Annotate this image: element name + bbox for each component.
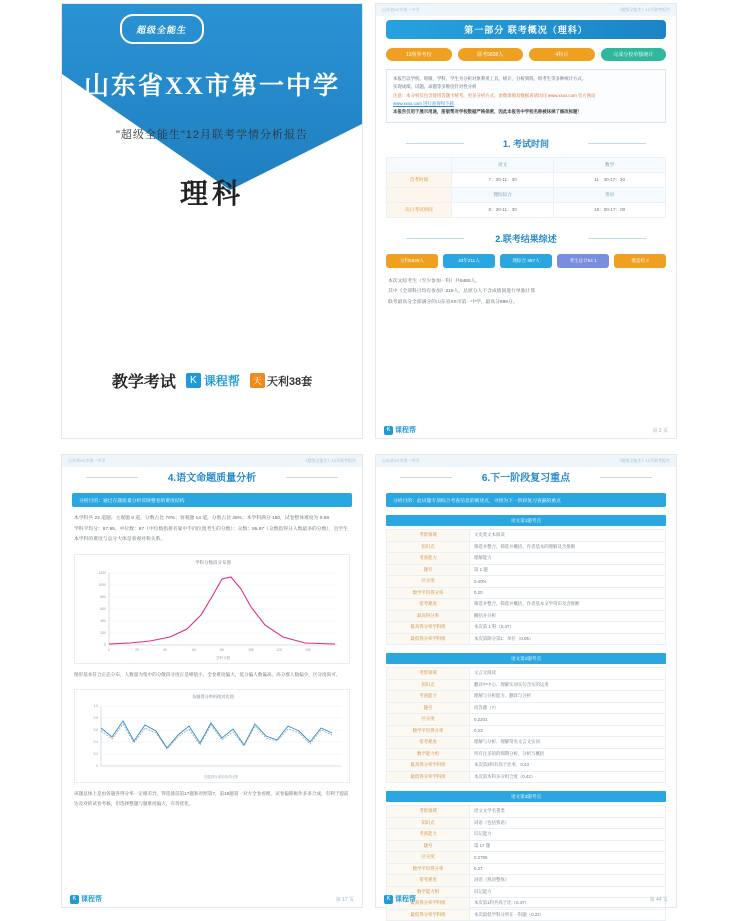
distribution-curve (109, 577, 335, 644)
table-row (387, 530, 666, 542)
svg-text:40: 40 (163, 647, 167, 652)
summary-pill-2: 理综合 357人 (500, 254, 552, 268)
kv-val: 语文文学名著类 (470, 806, 666, 818)
chart2-xlabel: 各题得分率折线对比图 (204, 775, 238, 780)
score-distribution-chart (74, 554, 350, 664)
quality-analysis-page (62, 455, 362, 907)
kv-key: 区分度 (387, 714, 470, 726)
kv-val: 0.40% (470, 576, 666, 588)
page4-footer (376, 891, 676, 907)
tianli-mark: 天 (250, 373, 265, 388)
kv-val: 0.23 (470, 725, 666, 737)
table-row (387, 875, 666, 887)
exam-row1-c1: 理综综合 (452, 187, 554, 202)
page3-header-right: 《超级全能生》12月联考报告 (303, 458, 356, 463)
kv-val: 所有注多的的细期分析、分析与概括 (470, 748, 666, 760)
kv-key: 最高得分率学科组 (387, 760, 470, 772)
kv-val: 第 1 题 (470, 564, 666, 576)
group-title-1: 语文第2题考点 (386, 653, 666, 664)
brand-jiaoxuekaoshi: 教学考试 (111, 374, 176, 391)
pill-students: 联考5838人 (458, 48, 524, 61)
overview-page (376, 4, 676, 438)
kv-val: 文史类文本阅读 (470, 530, 666, 542)
kv-val: 识记能力 (470, 886, 666, 898)
svg-text:0.2: 0.2 (93, 752, 98, 757)
kv-key: 考察领域 (387, 530, 470, 542)
table-row (387, 691, 666, 703)
note-line-2: 实现成绩、试题、命题等多维度针对性分析 (393, 84, 477, 90)
note-line-3: 注意：本分析仅包含使用答题卡统考，更多分析方式、参数请填及数据表请访问 www.xxxx.com 官方网站 (393, 92, 596, 98)
svg-text:1.0: 1.0 (93, 704, 98, 709)
svg-text:20: 20 (135, 647, 139, 652)
summary-paragraphs (388, 277, 664, 309)
table-row (387, 541, 666, 553)
overview-note (386, 69, 666, 123)
exam-row2-c2: 15：00-17：00 (554, 202, 666, 217)
kv-val: 理解能力 (470, 553, 666, 565)
kv-val: 筛选并整合、筛选并概括、作者基本文学常识及含推断 (470, 599, 666, 611)
table-row (387, 633, 666, 645)
page2-header-left: 山东省XX市第一中学 (382, 7, 420, 12)
page4-header (376, 455, 676, 467)
kv-key: 考察领域 (387, 668, 470, 680)
kv-key: 数学平均得分率 (387, 725, 470, 737)
exam-row2-key: 次日考试时间 (387, 202, 452, 217)
svg-text:100: 100 (248, 647, 254, 652)
table-row (387, 714, 666, 726)
page3-analysis (74, 514, 350, 546)
exam-row0-c1: 7：30-11：30 (452, 172, 554, 187)
summary-title: 2.联考结果综述 (376, 232, 676, 245)
summary-para-0: 本次文综考生（至少参加一科）共5465人。 (388, 278, 481, 284)
table-row (387, 157, 666, 172)
page3-purpose-bar: 分析目的：通过在题质量分析反映整卷的难度结构 (72, 493, 352, 507)
table-row (387, 202, 666, 217)
table-row (387, 760, 666, 772)
svg-text:0: 0 (104, 642, 106, 647)
page4-page-number: 第 44 页 (649, 896, 668, 903)
brand-kechengbang (186, 372, 240, 389)
kv-key: 知识点 (387, 817, 470, 829)
chart2-caption: 该题总体上是由各题各得分率一定相差异，得选排前第17题和对照第7，第18题第一对方全卷看理，试卷偏移极作多多合成，有利于提前达及对的试卷考核，但选择整题与题难度偏大，有待优化。 (74, 791, 349, 806)
page2-header-right: 《超级全能生》12月联考报告 (617, 7, 670, 12)
table-row (387, 679, 666, 691)
table-row (387, 806, 666, 818)
summary-pill-4: 覆盖校 2 (614, 254, 666, 268)
table-row (387, 748, 666, 760)
page2-page-number: 第 2 页 (652, 427, 668, 434)
kv-val: 理解与分析、理解常见文言文实词 (470, 737, 666, 749)
kv-key: 考察领域 (387, 806, 470, 818)
kv-key: 常考难度 (387, 599, 470, 611)
pill-schools: 13所参考校 (386, 48, 452, 61)
kv-key: 数学能力组 (387, 886, 470, 898)
series-school (101, 721, 332, 748)
kechengbang-label: 课程帮 (203, 374, 240, 388)
table-row (387, 187, 666, 202)
table-row (387, 863, 666, 875)
kv-key: 题号 (387, 702, 470, 714)
series-overall (101, 724, 332, 749)
group-title-0: 语文第1题考点 (386, 515, 666, 526)
brand-tianli (250, 373, 312, 389)
page4-section-title: 6.下一阶段复习重点 (376, 469, 676, 484)
chart2-title: 各题得分率折线对比图 (192, 694, 234, 700)
page4-header-right: 《超级全能生》12月联考报告 (617, 458, 670, 463)
table-row (387, 702, 666, 714)
kv-key: 区分度 (387, 576, 470, 588)
chart1-caption: 图形基本符合正态分布，人数量为集中的分散段分度正是峰值小，全卷难度偏大，低分偏人数偏高，高分群人数偏少，区分度尚可。 (74, 671, 341, 677)
tianli-label: 天利38套 (266, 375, 313, 388)
page3-header-left: 山东省XX市第一中学 (68, 458, 106, 463)
logo-text: 超级全能生 (136, 24, 188, 35)
page2-header (376, 4, 676, 16)
exam-col-chinese: 语文 (452, 157, 554, 172)
page3-footer (62, 891, 362, 907)
table-row (387, 610, 666, 622)
kv-val: 本次第2科有高于比率，0.43 (470, 760, 666, 772)
table-row (387, 172, 666, 187)
kv-val: 概括并分析 (470, 610, 666, 622)
exam-row1-key (387, 187, 452, 202)
exam-col-math: 数学 (554, 157, 666, 172)
table-row (387, 840, 666, 852)
kv-val: 第 17 题 (470, 840, 666, 852)
kv-val: 本次最低学科分所在一科题（0.22） (470, 909, 666, 921)
kv-val: 筛选并整合、筛选并概括、作者基本的理解及含推断 (470, 541, 666, 553)
svg-text:0.4: 0.4 (93, 740, 98, 745)
note-line-1: 本报告以学校、班级、学科、学生为分析对象利用工具，统计、分析到班、组考生等多种统计方式。 (393, 76, 587, 81)
kechengbang-label: 课程帮 (81, 896, 102, 903)
svg-text:0: 0 (96, 764, 98, 769)
exam-col-blank (387, 157, 452, 172)
cover-footer-logos (62, 369, 362, 392)
svg-text:140: 140 (305, 647, 311, 652)
note-line-5: 本报告仅用于展示用途，册版帮对学校数据严格保密，因此本报告中学校名称被抹掉了修改标题！ (393, 109, 582, 115)
table-row (387, 564, 666, 576)
footer-logo (70, 894, 102, 904)
analysis-line-0: 本学科共 22 道题。主观题 8 道，分数占比 70%；客观题 14 道，分数占比 28%；本学科满分 150，试卷整体难度为 0.58 (74, 516, 330, 521)
kv-key: 最低得分率学科组 (387, 633, 470, 645)
item-score-rate-chart (74, 689, 350, 783)
kv-key: 考查能力 (387, 691, 470, 703)
svg-text:0.8: 0.8 (93, 716, 98, 721)
svg-text:200: 200 (100, 630, 106, 635)
page4-header-left: 山东省XX市第一中学 (382, 458, 420, 463)
svg-text:800: 800 (100, 594, 106, 599)
kv-val: 翻译中中心、理解实词实句含实的运用 (470, 679, 666, 691)
summary-pill-3: 考生总计64 1 (557, 254, 609, 268)
pill-status: 完成分校单独统计 (601, 48, 667, 61)
kv-key: 题号 (387, 564, 470, 576)
page3-section-title: 4.语文命题质量分析 (62, 469, 362, 484)
note-line-4[interactable]: www.xxxx.com 进行查询和下载 (393, 101, 454, 107)
kv-val: 0.2795 (470, 852, 666, 864)
kv-val: 问答题（?） (470, 702, 666, 714)
kv-key: 最低得分率学科组 (387, 771, 470, 783)
kv-val: 词语（包括熟语） (470, 817, 666, 829)
chart1-title: 学科分数段分布图 (195, 559, 231, 565)
page3-page-number: 第 17 页 (335, 896, 354, 903)
page2-section-title: 第一部分 联考概况（理科） (386, 20, 666, 39)
table-row (387, 817, 666, 829)
table-row (387, 725, 666, 737)
kv-key: 常考难度 (387, 875, 470, 887)
table-row (387, 852, 666, 864)
exam-row2-c1: 8：30-11：30 (452, 202, 554, 217)
exam-row0-key: 首考时间 (387, 172, 452, 187)
kv-key: 考查能力 (387, 553, 470, 565)
cover-page (62, 4, 362, 438)
distribution-svg (75, 555, 351, 663)
kechengbang-label: 课程帮 (395, 427, 416, 434)
chart1-xlabel: 学科分数 (215, 655, 231, 660)
kv-key: 最高得分率学科组 (387, 622, 470, 634)
table-row (387, 771, 666, 783)
summary-para-1: 其中《全部科目均有参加》215人，总原分人不含成绩间进行单独计算 (388, 289, 536, 295)
kv-val: 词语（熟语整体） (470, 875, 666, 887)
pill-subjects: 4科目 (529, 48, 595, 61)
kv-key: 考查能力 (387, 829, 470, 841)
review-focus-page (376, 455, 676, 917)
kv-val: 0.27 (470, 863, 666, 875)
svg-text:120: 120 (276, 647, 282, 652)
school-name: 山东省XX市第一中学 (83, 73, 341, 100)
exam-row0-c2: 11：30-17：30 (554, 172, 666, 187)
kv-key: 数学平均得分率 (387, 587, 470, 599)
page3-header (62, 455, 362, 467)
summary-pill-1: 43年211人 (443, 254, 495, 268)
subject-title: 理科 (179, 179, 244, 210)
table-row (387, 576, 666, 588)
table-row (387, 553, 666, 565)
group-title-2: 语文第3题考点 (386, 791, 666, 802)
table-row (387, 829, 666, 841)
kechengbang-label: 课程帮 (395, 896, 416, 903)
kv-key: 知识点 (387, 541, 470, 553)
svg-text:0: 0 (108, 647, 110, 652)
footer-logo (384, 894, 416, 904)
exam-time-title: 1. 考试时间 (376, 137, 676, 150)
svg-text:600: 600 (100, 606, 106, 611)
footer-logo (384, 425, 416, 435)
kv-val: 本次第1科共高于比（0.47） (470, 898, 666, 910)
page4-purpose-bar: 分析目的：此试题专项综合考查信息的阐述点，寻找为下一阶段复习查漏的重点 (386, 493, 666, 507)
kv-key: 数学平均得分率 (387, 863, 470, 875)
kv-table-1 (386, 667, 666, 783)
svg-text:1000: 1000 (98, 582, 106, 587)
svg-text:0.6: 0.6 (93, 728, 98, 733)
kv-val: 本次第 1 科（0.47） (470, 622, 666, 634)
kv-val: 0.2201 (470, 714, 666, 726)
exam-row1-c2: 英语 (554, 187, 666, 202)
svg-text:80: 80 (220, 647, 224, 652)
svg-text:400: 400 (100, 618, 106, 623)
kv-key: 最低得分率学科组 (387, 909, 470, 921)
kv-val: 0.20 (470, 587, 666, 599)
kv-table-0 (386, 529, 666, 645)
analysis-line-1: 学科平均分：87.95，中位数：87（中位数指排名靠中半同位置考生的分数）；众数：95.97（众数指得分人数最多的分数），且学生本学科的难度与总分大体是客观对称关系。 (74, 526, 348, 543)
kv-key: 最高得分率 (387, 610, 470, 622)
kechengbang-mark: K (384, 895, 393, 904)
table-row (387, 622, 666, 634)
kv-key: 区分度 (387, 852, 470, 864)
kv-key: 题号 (387, 840, 470, 852)
table-row (387, 599, 666, 611)
kv-val: 本次第本科多分组合度（0.42） (470, 771, 666, 783)
kv-val: 理解与分析能力、翻译与分析 (470, 691, 666, 703)
kv-key: 知识点 (387, 679, 470, 691)
summary-pill-row (386, 254, 666, 268)
kechengbang-mark: K (186, 373, 201, 388)
kv-val: 识记能力 (470, 829, 666, 841)
table-row (387, 668, 666, 680)
svg-text:1200: 1200 (98, 570, 106, 575)
brand-logo (120, 14, 200, 48)
kv-val: 文言文阅读 (470, 668, 666, 680)
svg-text:60: 60 (192, 647, 196, 652)
kv-key: 最高得分率学科组 (387, 898, 470, 910)
table-row (387, 587, 666, 599)
page2-footer (376, 422, 676, 438)
report-subtitle: "超级全能生"12月联考学情分析报告 (115, 129, 309, 141)
exam-time-table (386, 157, 666, 218)
summary-para-2: 联考最高分全部满分的山东省XX市第一中学，最高分889分。 (388, 299, 518, 305)
table-row (387, 909, 666, 921)
overview-pill-row (386, 48, 666, 61)
summary-pill-0: 文科5838人 (386, 254, 438, 268)
kv-key: 数学能力组 (387, 748, 470, 760)
table-row (387, 737, 666, 749)
rate-svg (75, 690, 351, 782)
kechengbang-mark: K (70, 895, 79, 904)
kv-val: 本次第除分第1：单位（0.05） (470, 633, 666, 645)
kv-key: 常考难度 (387, 737, 470, 749)
kechengbang-mark: K (384, 426, 393, 435)
